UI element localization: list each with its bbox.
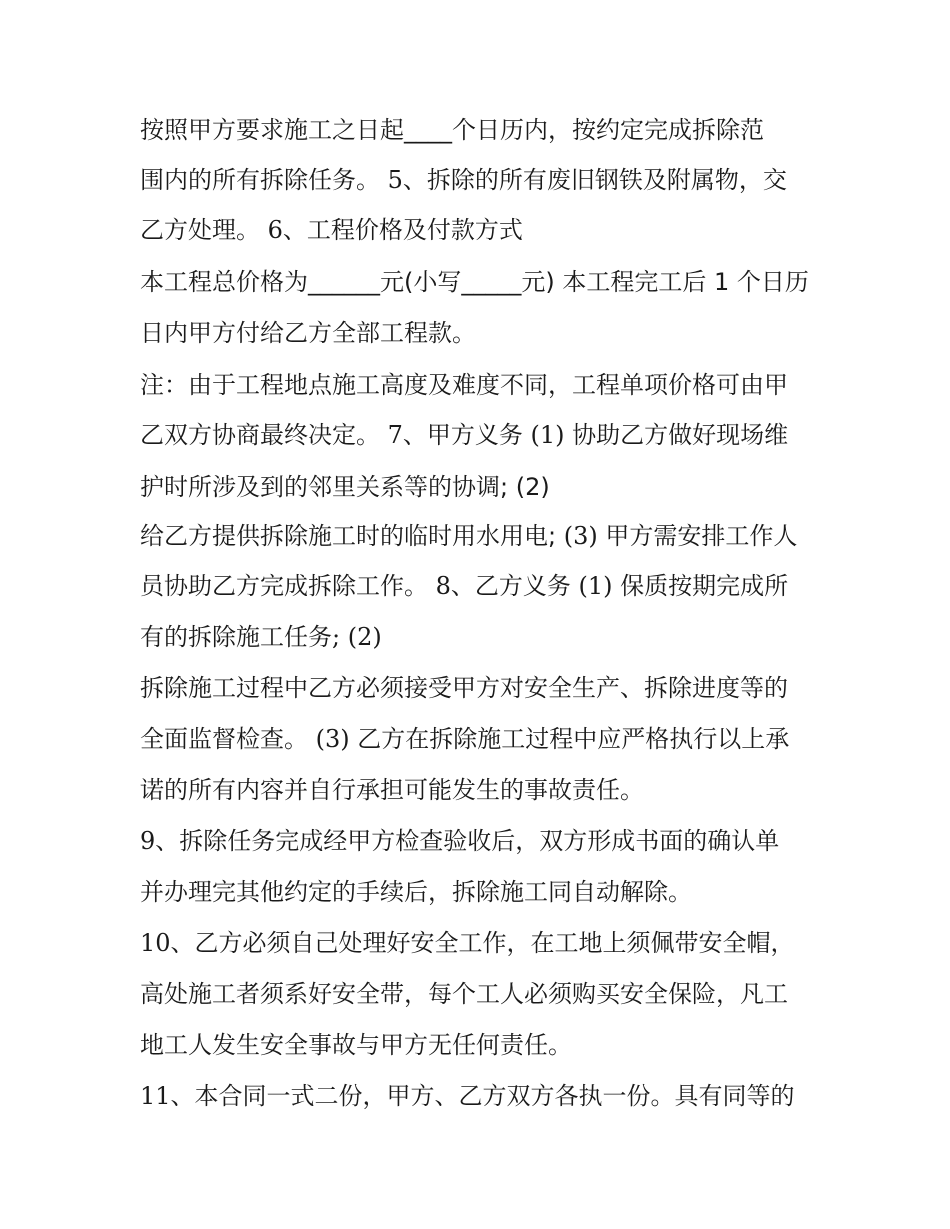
text-segment: 乙双方协商最终决定。 7、甲方义务 (1) (140, 421, 573, 449)
text-line (140, 1079, 820, 1113)
text-segment: 乙方处理。 6、工程价格及付款方式 (140, 216, 523, 244)
text-line (140, 977, 820, 1011)
text-segment: 围内的所有拆除任务。 (140, 166, 380, 194)
text-segment: 拆除施工过程中乙方必须接受甲方对安全生产、拆除进度等的 (140, 674, 788, 702)
text-line (140, 773, 820, 807)
text-segment: ____个日历内，按约定完成拆除范 (404, 116, 764, 144)
text-segment: 保质按期完成所 (620, 572, 789, 600)
text-line (140, 368, 820, 402)
text-segment: 协助乙方做好现场维 (572, 421, 789, 449)
text-segment: 给乙方提供拆除施工时的临时用水用电; (140, 522, 564, 550)
text-line (140, 418, 820, 452)
text-segment: 诺的所有内容并自行承担可能发生的事故责任。 (140, 776, 644, 804)
text-line (140, 824, 820, 858)
text-segment: 按照甲方要求施工之日起 (140, 116, 404, 144)
text-line (140, 1028, 820, 1062)
text-segment: 有的拆除施工任务; (2) (140, 623, 382, 651)
text-segment: 地工人发生安全事故与甲方无任何责任。 (140, 1031, 572, 1059)
text-segment: 本工程总价格为______元(小写_____元) 本工程完工后 1 个日历 (140, 268, 809, 296)
text-segment: 注：由于工程地点施工高度及难度不同，工程单项价格可由甲 (140, 371, 788, 399)
text-line (140, 265, 820, 299)
text-segment: 并办理完其他约定的手续后，拆除施工同自动解除。 (140, 878, 692, 906)
text-segment: 高处施工者须系好安全带，每个工人必须购买安全保险，凡工 (140, 980, 788, 1008)
text-line (140, 569, 820, 603)
text-line (140, 926, 820, 960)
text-line (140, 519, 820, 553)
text-line (140, 620, 820, 654)
text-segment: 5、拆除的所有废旧钢铁及附属物，交 (380, 166, 787, 194)
text-line (140, 316, 820, 350)
text-line (140, 722, 820, 756)
text-segment: 10、乙方必须自己处理好安全工作，在工地上须佩带安全帽， (140, 929, 795, 957)
text-segment: 9、拆除任务完成经甲方检查验收后，双方形成书面的确认单 (140, 827, 780, 855)
text-segment: 8、乙方义务 (1) (428, 572, 621, 600)
text-line (140, 671, 820, 705)
text-segment: 员协助乙方完成拆除工作。 (140, 572, 428, 600)
text-segment: 全面监督检查。 (3) 乙方在拆除施工过程中应严格执行以上承 (140, 725, 790, 753)
text-segment: (3) 甲方需安排工作人 (563, 522, 798, 550)
text-line (140, 875, 820, 909)
text-segment: 日内甲方付给乙方全部工程款。 (140, 319, 476, 347)
text-line (140, 113, 820, 147)
text-line (140, 470, 820, 504)
text-line (140, 163, 820, 197)
text-segment: 护时所涉及到的邻里关系等的协调; (2) (140, 473, 550, 501)
text-segment: 11、本合同一式二份，甲方、乙方双方各执一份。具有同等的 (140, 1082, 795, 1110)
text-line (140, 213, 820, 247)
